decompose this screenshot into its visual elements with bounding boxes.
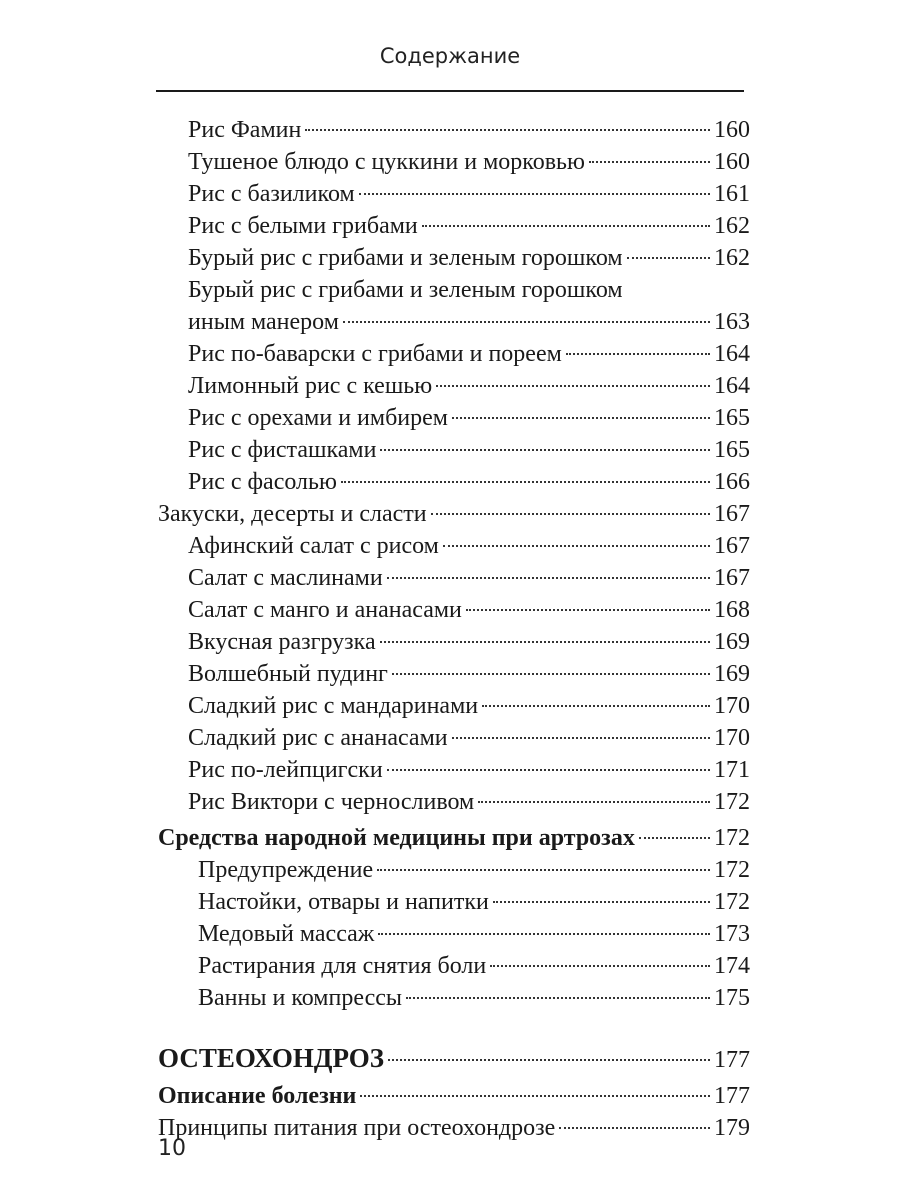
toc-leader-dots xyxy=(490,965,710,967)
toc-entry-title: Салат с манго и ананасами xyxy=(188,597,462,623)
toc-entry-page: 160 xyxy=(714,117,750,143)
toc-leader-dots xyxy=(431,513,710,515)
toc-leader-dots xyxy=(359,193,710,195)
toc-leader-dots xyxy=(343,321,710,323)
toc-leader-dots xyxy=(341,481,710,483)
toc-entry-title: Лимонный рис с кешью xyxy=(188,373,433,399)
toc-entry xyxy=(158,980,750,1016)
toc-entry-title: Рис Виктори с черносливом xyxy=(188,789,475,815)
toc-entry xyxy=(158,464,750,500)
toc-entry xyxy=(158,948,750,984)
toc-chapter-entry xyxy=(158,820,750,856)
toc-entry xyxy=(158,884,750,920)
toc-entry-title: Афинский салат с рисом xyxy=(188,533,439,559)
toc-entry xyxy=(158,624,750,660)
toc-leader-dots xyxy=(387,769,710,771)
toc-entry-page: 177 xyxy=(714,1083,750,1109)
toc-entry xyxy=(158,144,750,180)
toc-entry-page: 164 xyxy=(714,341,750,367)
toc-leader-dots xyxy=(380,641,710,643)
toc-leader-dots xyxy=(392,673,710,675)
toc-leader-dots xyxy=(378,933,710,935)
toc-entry xyxy=(158,688,750,724)
toc-entry-page: 170 xyxy=(714,693,750,719)
toc-entry-title: Рис с белыми грибами xyxy=(188,213,418,239)
toc-entry-title: Ванны и компрессы xyxy=(198,985,403,1011)
toc-leader-dots xyxy=(422,225,710,227)
toc-entry-title: Описание болезни xyxy=(158,1083,357,1109)
toc-entry-page: 165 xyxy=(714,437,750,463)
toc-entry-page: 161 xyxy=(714,181,750,207)
toc-leader-dots xyxy=(360,1095,710,1097)
toc-entry xyxy=(158,752,750,788)
toc-entry-page: 177 xyxy=(714,1047,750,1073)
toc-entry-title: Рис по-баварски с грибами и пореем xyxy=(188,341,562,367)
toc-entry-title: ОСТЕОХОНДРОЗ xyxy=(158,1043,385,1073)
toc-leader-dots xyxy=(482,705,710,707)
toc-leader-dots xyxy=(559,1127,710,1129)
toc-leader-dots xyxy=(443,545,710,547)
toc-entry-page: 166 xyxy=(714,469,750,495)
toc-entry-title: Сладкий рис с мандаринами xyxy=(188,693,479,719)
toc-leader-dots xyxy=(452,737,710,739)
toc-entry xyxy=(158,916,750,952)
toc-leader-dots xyxy=(466,609,710,611)
toc-entry-page: 171 xyxy=(714,757,750,783)
toc-entry-page: 169 xyxy=(714,661,750,687)
toc-leader-dots xyxy=(589,161,710,163)
toc-entry-title: Салат с маслинами xyxy=(188,565,383,591)
toc-entry-page: 172 xyxy=(714,789,750,815)
toc-entry-title: Рис по-лейпцигски xyxy=(188,757,383,783)
toc-entry-page: 172 xyxy=(714,889,750,915)
toc-entry-title: Волшебный пудинг xyxy=(188,661,388,687)
toc-entry-page: 174 xyxy=(714,953,750,979)
toc-entry-title: Предупреждение xyxy=(198,857,374,883)
toc-entry-page: 168 xyxy=(714,597,750,623)
toc-entry-page: 170 xyxy=(714,725,750,751)
toc-leader-dots xyxy=(493,901,710,903)
toc-entry-page: 169 xyxy=(714,629,750,655)
toc-entry-page: 167 xyxy=(714,533,750,559)
toc-entry-page: 179 xyxy=(714,1115,750,1141)
toc-entry xyxy=(158,852,750,888)
toc-section-entry xyxy=(158,1110,750,1146)
toc-entry-page: 160 xyxy=(714,149,750,175)
toc-leader-dots xyxy=(436,385,710,387)
toc-entry-title: Рис Фамин xyxy=(188,117,302,143)
toc-entry-title: Вкусная разгрузка xyxy=(188,629,376,655)
toc-entry-page: 172 xyxy=(714,825,750,851)
toc-section-entry xyxy=(158,496,750,532)
toc-chapter-entry xyxy=(158,1078,750,1114)
toc-leader-dots xyxy=(377,869,710,871)
toc-entry-title: Закуски, десерты и сласти xyxy=(158,501,427,527)
page-number: 10 xyxy=(158,1136,186,1161)
toc-entry-page: 172 xyxy=(714,857,750,883)
toc-entry-title: Медовый массаж xyxy=(198,921,375,947)
toc-part-entry xyxy=(158,1040,750,1076)
toc-entry xyxy=(158,176,750,212)
toc-entry xyxy=(158,560,750,596)
toc-entry-title: Бурый рис с грибами и зеленым горошком xyxy=(188,245,623,271)
toc-entry-title: Рис с фасолью xyxy=(188,469,337,495)
toc-entry xyxy=(158,592,750,628)
toc-entry xyxy=(158,368,750,404)
toc-entry xyxy=(158,528,750,564)
toc-entry xyxy=(158,208,750,244)
toc-entry-title: Рис с орехами и имбирем xyxy=(188,405,448,431)
toc-entry xyxy=(158,400,750,436)
toc-entry xyxy=(158,432,750,468)
toc-leader-dots xyxy=(387,577,710,579)
toc-entry xyxy=(158,656,750,692)
toc-leader-dots xyxy=(452,417,710,419)
toc-entry-page: 175 xyxy=(714,985,750,1011)
toc-leader-dots xyxy=(406,997,710,999)
toc-entry-title: Тушеное блюдо с цуккини и морковью xyxy=(188,149,585,175)
toc-entry xyxy=(158,112,750,148)
toc-entry-title: Средства народной медицины при артрозах xyxy=(158,825,635,851)
running-header: Содержание xyxy=(379,44,521,68)
toc-leader-dots xyxy=(478,801,710,803)
toc-entry xyxy=(158,720,750,756)
toc-entry-title: иным манером xyxy=(188,309,339,335)
toc-entry-page: 173 xyxy=(714,921,750,947)
toc-entry-title: Рис с базиликом xyxy=(188,181,355,207)
toc-entry-title: Растирания для снятия боли xyxy=(198,953,487,979)
toc-entry xyxy=(158,240,750,276)
toc-entry-page: 167 xyxy=(714,501,750,527)
toc-leader-dots xyxy=(305,129,710,131)
toc-entry-page: 162 xyxy=(714,245,750,271)
toc-entry xyxy=(158,336,750,372)
toc-entry xyxy=(158,784,750,820)
toc-entry-page: 164 xyxy=(714,373,750,399)
toc-entry-title: Сладкий рис с ананасами xyxy=(188,725,448,751)
toc-leader-dots xyxy=(639,837,710,839)
toc-entry-title: Рис с фисташками xyxy=(188,437,377,463)
toc-entry-page: 167 xyxy=(714,565,750,591)
toc-leader-dots xyxy=(627,257,710,259)
toc-entry-page: 163 xyxy=(714,309,750,335)
toc-entry-page: 165 xyxy=(714,405,750,431)
toc-leader-dots xyxy=(566,353,710,355)
header-rule xyxy=(156,90,744,92)
toc-entry-title: Принципы питания при остеохондрозе xyxy=(158,1115,556,1141)
toc-entry-title-line1: Бурый рис с грибами и зеленым горошком xyxy=(188,277,623,303)
toc-entry-title: Настойки, отвары и напитки xyxy=(198,889,489,915)
toc-entry-page: 162 xyxy=(714,213,750,239)
toc-leader-dots xyxy=(380,449,710,451)
toc-leader-dots xyxy=(388,1059,710,1061)
toc-entry xyxy=(158,304,750,340)
